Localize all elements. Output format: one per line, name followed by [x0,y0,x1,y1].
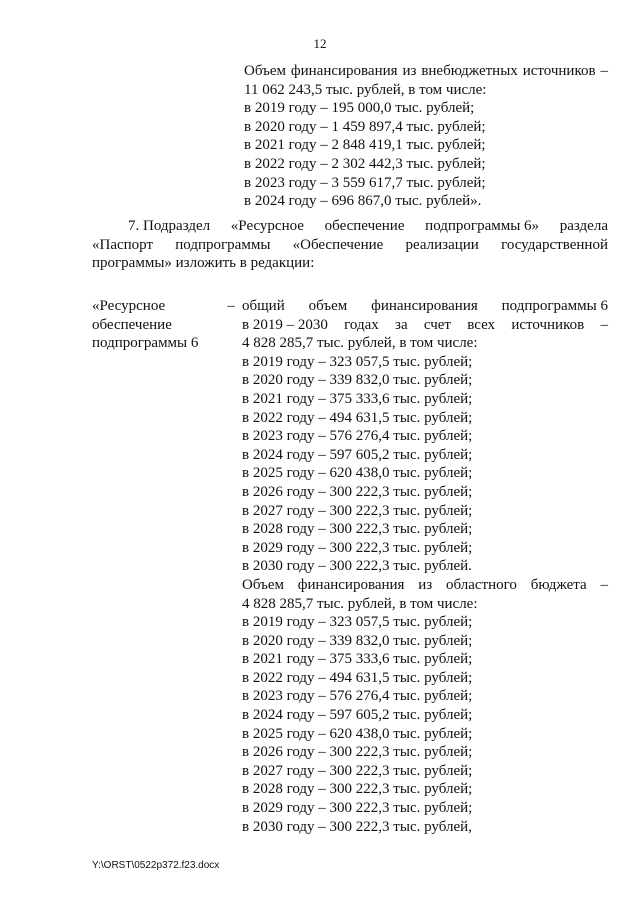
total-line: в 2020 году – 339 832,0 тыс. рублей; [242,372,473,389]
heading-word: объем [308,298,348,314]
heading-word: финансирования [290,63,398,79]
total-line: в 2021 году – 375 333,6 тыс. рублей; [242,390,473,407]
regional-line: в 2029 году – 300 222,3 тыс. рублей; [242,800,473,817]
text-line: в 2020 году – 1 459 897,4 тыс. рублей; [244,118,486,135]
heading-word: областного [445,576,517,593]
table-dash: – [227,298,235,314]
paragraph-word: раздела [559,218,608,234]
total-line: в 2026 году – 300 222,3 тыс. рублей; [242,483,473,500]
total-line: в 2025 году – 620 438,0 тыс. рублей; [242,465,473,482]
heading-word: счет [423,316,451,333]
total-line: в 2024 году – 597 605,2 тыс. рублей; [242,446,473,463]
heading-word: Объем [242,576,284,593]
paragraph-line: программы» изложить в редакции: [92,255,315,272]
heading-word: – [600,576,608,593]
paragraph-word: «Паспорт [92,236,154,253]
regional-line: в 2026 году – 300 222,3 тыс. рублей; [242,744,473,761]
regional-line: в 2022 году – 494 631,5 тыс. рублей; [242,669,473,686]
total-heading-line [242,297,608,316]
paragraph-word: «Обеспечение [292,236,384,253]
regional-heading-line [242,576,608,595]
extrabudgetary-funding-block [244,62,608,211]
total-line: в 2027 году – 300 222,3 тыс. рублей; [242,502,473,519]
paragraph-word: подпрограммы [175,236,271,253]
total-line: в 2022 году – 494 631,5 тыс. рублей; [242,409,473,426]
extrabudgetary-heading-line [244,62,608,81]
text-line: в 2019 году – 195 000,0 тыс. рублей; [244,100,475,117]
paragraph-word: «Ресурсное [230,218,304,234]
heading-word: источников [511,316,585,333]
regional-line: в 2030 году – 300 222,3 тыс. рублей, [242,818,472,835]
heading-word: бюджета [530,576,587,593]
total-line: в 2030 году – 300 222,3 тыс. рублей. [242,558,472,575]
label-line: подпрограммы 6 [92,335,199,352]
paragraph-word: обеспечение [324,218,405,234]
heading-word: подпрограммы 6 [501,298,608,314]
heading-word: финансирования [297,576,405,593]
heading-word: внебюджетных [421,63,518,79]
heading-word: годах [344,316,379,333]
text-line: в 2024 году – 696 867,0 тыс. рублей». [244,193,482,210]
regional-line: в 2028 году – 300 222,3 тыс. рублей; [242,781,473,798]
page-number: 12 [313,36,327,51]
total-line: 4 828 285,7 тыс. рублей, в том числе: [242,335,478,352]
paragraph-word: реализации [405,236,479,253]
regional-line: в 2025 году – 620 438,0 тыс. рублей; [242,725,473,742]
text-line: в 2021 году – 2 848 419,1 тыс. рублей; [244,137,486,154]
paragraph-word: 7. Подраздел [128,218,211,234]
text-line: в 2022 году – 2 302 442,3 тыс. рублей; [244,155,486,172]
label-line: обеспечение [92,316,172,333]
table-value-cell [242,297,608,836]
total-heading-line [242,316,608,335]
heading-word: финансирования [371,298,478,314]
text-line: в 2023 году – 3 559 617,7 тыс. рублей; [244,174,486,191]
total-line: в 2028 году – 300 222,3 тыс. рублей; [242,521,473,538]
heading-word: из [418,576,433,593]
heading-word: из [402,63,417,79]
label-line: «Ресурсное [92,298,166,314]
regional-line: в 2027 году – 300 222,3 тыс. рублей; [242,762,473,779]
heading-word: – [600,316,608,333]
paragraph-word: государственной [501,236,608,253]
heading-word: источников [522,63,596,79]
regional-line: в 2023 году – 576 276,4 тыс. рублей; [242,688,473,705]
heading-word: общий [242,298,285,314]
total-line: в 2019 году – 323 057,5 тыс. рублей; [242,353,473,370]
heading-word: всех [467,316,496,333]
heading-word: Объем [244,63,286,79]
table-label-cell [92,297,222,353]
heading-word: – [600,63,608,79]
file-path-footer: Y:\ORST\0522p372.f23.docx [92,860,220,871]
regional-line: 4 828 285,7 тыс. рублей, в том числе: [242,595,478,612]
regional-line: в 2020 году – 339 832,0 тыс. рублей; [242,632,473,649]
heading-word: в 2019 – 2030 [242,316,328,333]
heading-word: за [395,316,408,333]
paragraph-line [92,236,608,255]
regional-line: в 2021 году – 375 333,6 тыс. рублей; [242,651,473,668]
paragraph-line [92,217,608,236]
regional-line: в 2024 году – 597 605,2 тыс. рублей; [242,707,473,724]
total-line: в 2023 году – 576 276,4 тыс. рублей; [242,428,473,445]
paragraph-word: подпрограммы 6» [425,218,540,234]
text-line: 11 062 243,5 тыс. рублей, в том числе: [244,81,487,98]
total-line: в 2029 году – 300 222,3 тыс. рублей; [242,539,473,556]
paragraph-7 [92,217,608,273]
regional-line: в 2019 году – 323 057,5 тыс. рублей; [242,614,473,631]
